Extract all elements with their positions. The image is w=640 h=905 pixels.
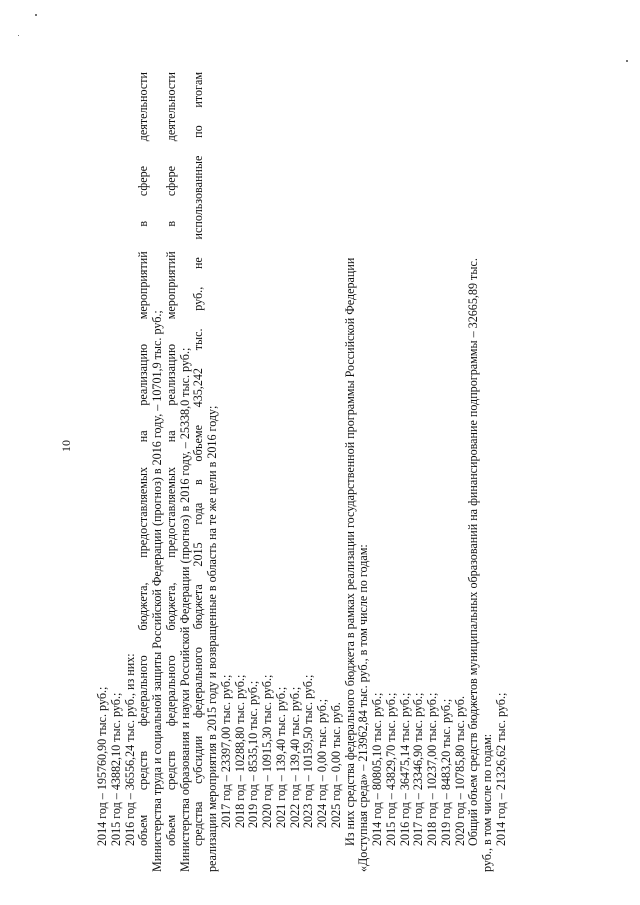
page-body-rotated (96, 72, 509, 872)
text-line: 2014 год – 80805,10 тыс. руб.; (370, 692, 384, 846)
text-line: Общий объем средств бюджетов муниципальных образований на финансирование подпрограммы – 32665,89 тыс. (466, 258, 481, 846)
text-line: объем средств федерального бюджета, предоставляемых на реализацию мероприятий в сфере деятельности (163, 72, 178, 846)
text-line: 2015 год – 43882,10 тыс. руб.; (108, 692, 123, 846)
text-line: средства субсидии федерального бюджета 2015 года в объеме 435,242 тыс. руб., не использованные по итогам (191, 72, 206, 846)
scan-speck (18, 35, 19, 36)
scan-speck (626, 60, 628, 62)
scan-speck (35, 14, 37, 16)
text-line: реализации мероприятия в 2015 году и возвращенные в область на те же цели в 2016 году; (205, 405, 219, 872)
text-line: руб., в том числе по годам: (480, 733, 494, 872)
text-line: Министерства труда и социальной защиты Российской Федерации (прогноз) в 2016 году, – 10701,9 тыс. руб.; (150, 310, 164, 872)
text-line: 2014 год – 195760,90 тыс. руб.; (95, 686, 109, 846)
page-number: 10 (59, 440, 73, 452)
text-line: 2022 год – 139,40 тыс. руб.; (287, 686, 302, 828)
text-line: объем средств федерального бюджета, предоставляемых на реализацию мероприятий в сфере деятельности (136, 72, 151, 846)
text-line: 2014 год – 21326,62 тыс. руб.; (493, 692, 508, 846)
text-line: 2017 год – 23346,90 тыс. руб.; (411, 692, 426, 846)
text-line: 2025 год – 0,00 тыс. руб. (328, 702, 343, 828)
text-line: 2024 год – 0,00 тыс. руб.; (315, 698, 329, 828)
text-line: «Доступная среда» – 213962,84 тыс. руб., в том числе по годам: (356, 544, 371, 872)
text-line: 2019 год – 8483,20 тыс. руб.; (438, 698, 453, 846)
text-line: 2016 год – 36556,24 тыс. руб., из них: (122, 653, 137, 846)
text-line: 2017 год – 23397,00 тыс. руб.; (218, 674, 233, 828)
text-line: 2015 год – 43829,70 тыс. руб.; (383, 692, 398, 846)
text-line: 2016 год – 36475,14 тыс. руб.; (397, 692, 412, 846)
text-line: Из них средства федерального бюджета в рамках реализации государственной программы Российской Федерации (342, 257, 357, 846)
text-line: 2021 год – 139,40 тыс. руб.; (273, 686, 288, 828)
text-line: 2020 год – 10915,30 тыс. руб.; (260, 674, 274, 828)
text-line: 2018 год – 10237,00 тыс. руб.; (425, 692, 439, 846)
text-line: 2019 год – 8535,10 тыс. руб.; (246, 680, 261, 828)
text-line: 2018 год – 10288,80 тыс. руб.; (232, 674, 247, 828)
text-line: 2023 год – 10159,50 тыс. руб.; (301, 674, 316, 828)
text-line: 2020 год – 10785,80 тыс. руб. (452, 696, 467, 846)
text-line: Министерства образования и науки Российской Федерации (прогноз) в 2016 году, – 25338,0 тыс. руб.; (177, 347, 192, 872)
